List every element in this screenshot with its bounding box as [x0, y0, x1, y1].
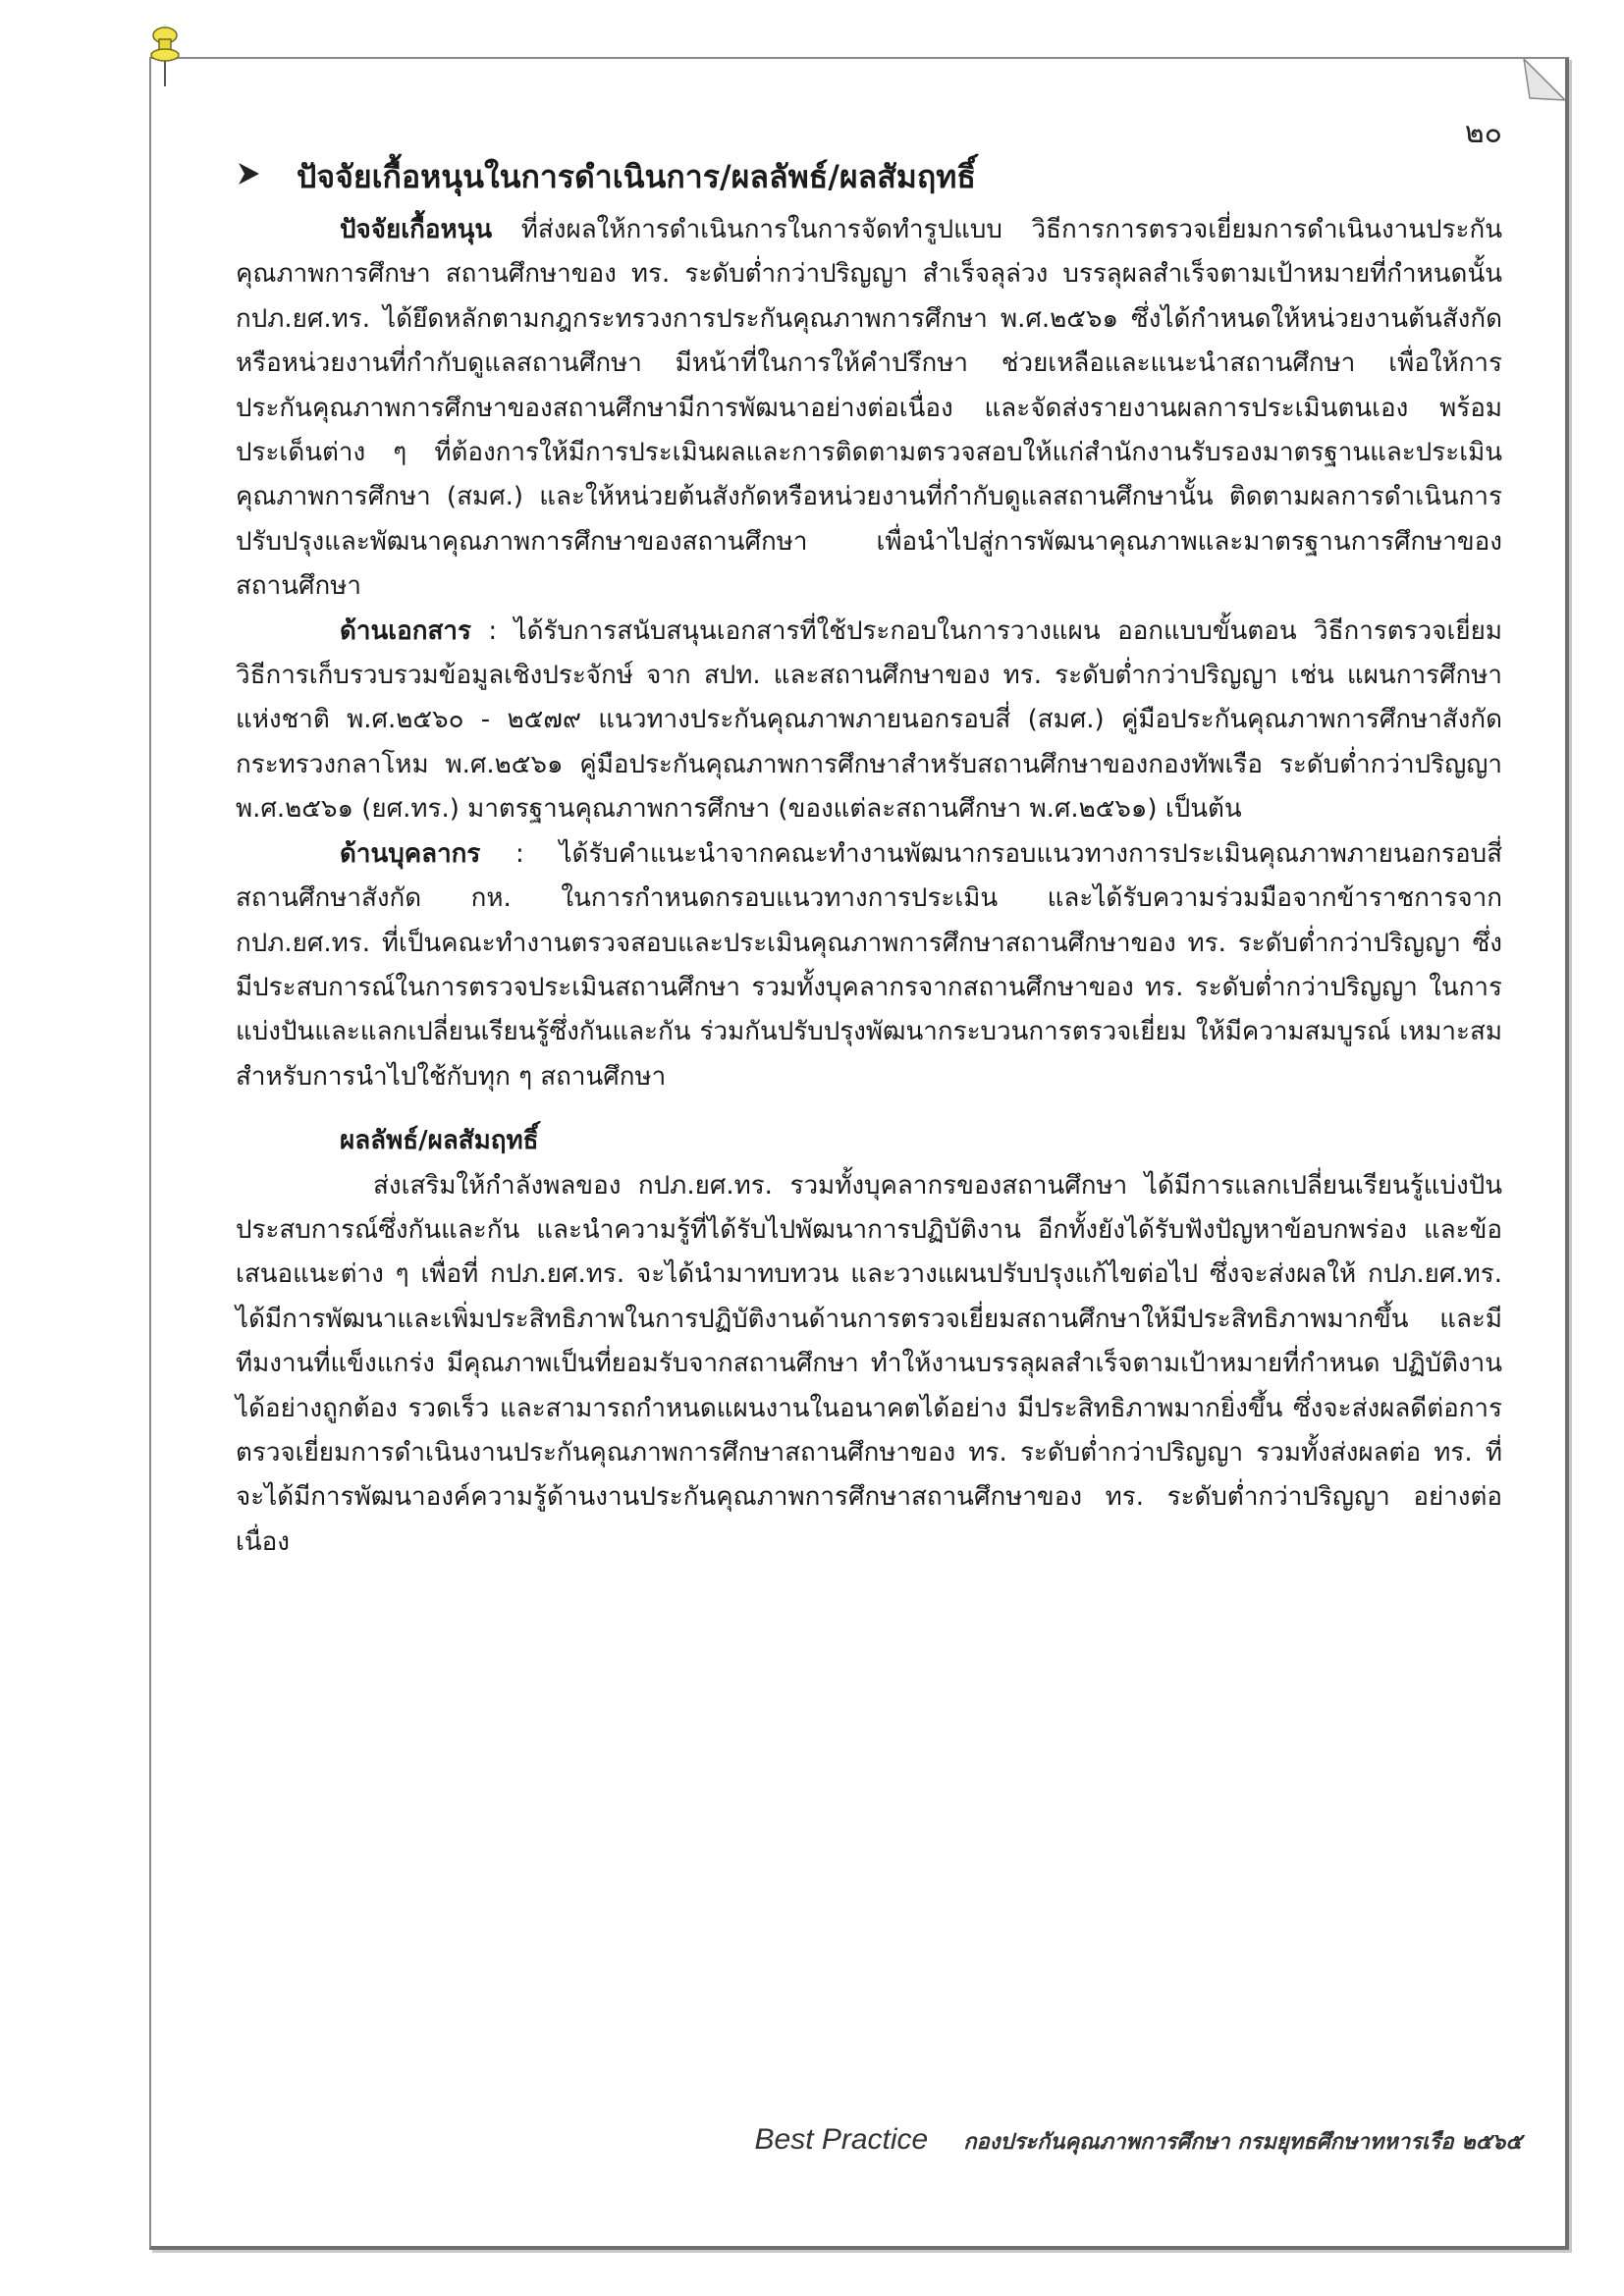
section-heading-text: ปัจจัยเกื้อหนุนในการดำเนินการ/ผลลัพธ์/ผลสัมฤทธิ์ [297, 157, 976, 195]
page-number: ๒๐ [1464, 116, 1502, 150]
pushpin-icon [145, 26, 185, 96]
section-heading [236, 147, 1502, 206]
footer-brand: Best Practice [754, 2123, 929, 2156]
footer-organization: กองประกันคุณภาพการศึกษา กรมยุทธศึกษาทหารเรือ ๒๕๖๕ [963, 2130, 1522, 2155]
paragraph-lead: ด้านเอกสาร [340, 615, 471, 646]
paragraph-text: : ได้รับการสนับสนุนเอกสารที่ใช้ประกอบในการวางแผน ออกแบบขั้นตอน วิธีการตรวจเยี่ยม วิธีการเก็บรวบรวมข้อมูลเชิงประจักษ์ จาก สปท. และสถานศึกษาของ ทร. ระดับต่ำกว่าปริญญา เช่น แผนการศึกษาแห่งชาติ พ.ศ.๒๕๖๐ - ๒๕๗๙ แนวทางประกันคุณภาพภายนอกรอบสี่ (สมศ.) คู่มือประกันคุณภาพการศึกษาสังกัดกระทรวงกลาโหม พ.ศ.๒๕๖๑ คู่มือประกันคุณภาพการศึกษาสำหรับสถานศึกษาของกองทัพเรือ ระดับต่ำกว่าปริญญา พ.ศ.๒๕๖๑ (ยศ.ทร.) มาตรฐานคุณภาพการศึกษา (ของแต่ละสถานศึกษา พ.ศ.๒๕๖๑) เป็นต้น [236, 615, 1502, 825]
page-footer [687, 2123, 1522, 2172]
document-body [236, 147, 1502, 1565]
paragraph-supporting-factors [236, 208, 1502, 610]
paragraph-personnel [236, 832, 1502, 1099]
paragraph-lead: ด้านบุคลากร [340, 838, 481, 869]
paragraph-lead: ปัจจัยเกื้อหนุน [340, 215, 493, 244]
arrow-bullet-icon [236, 161, 261, 193]
paragraph-documents [236, 610, 1502, 832]
results-heading: ผลลัพธ์/ผลสัมฤทธิ์ [340, 1126, 539, 1156]
paragraph-results: ส่งเสริมให้กำลังพลของ กปภ.ยศ.ทร. รวมทั้งบุคลากรของสถานศึกษา ได้มีการแลกเปลี่ยนเรียนรู้แบ่งปันประสบการณ์ซึ่งกันและกัน และนำความรู้ที่ได้รับไปพัฒนาการปฏิบัติงาน อีกทั้งยังได้รับฟังปัญหาข้อบกพร่อง และข้อเสนอแนะต่าง ๆ เพื่อที่ กปภ.ยศ.ทร. จะได้นำมาทบทวน และวางแผนปรับปรุงแก้ไขต่อไป ซึ่งจะส่งผลให้ กปภ.ยศ.ทร. ได้มีการพัฒนาและเพิ่มประสิทธิภาพในการปฏิบัติงานด้านการตรวจเยี่ยมสถานศึกษาให้มีประสิทธิภาพมากขึ้น และมีทีมงานที่แข็งแกร่ง มีคุณภาพเป็นที่ยอมรับจากสถานศึกษา ทำให้งานบรรลุผลสำเร็จตามเป้าหมายที่กำหนด ปฏิบัติงานได้อย่างถูกต้อง รวดเร็ว และสามารถกำหนดแผนงานในอนาคตได้อย่าง มีประสิทธิภาพมากยิ่งขึ้น ซึ่งจะส่งผลดีต่อการตรวจเยี่ยมการดำเนินงานประกันคุณภาพการศึกษาสถานศึกษาของ ทร. ระดับต่ำกว่าปริญญา รวมทั้งส่งผลต่อ ทร. ที่จะได้มีการพัฒนาองค์ความรู้ด้านงานประกันคุณภาพการศึกษาสถานศึกษาของ ทร. ระดับต่ำกว่าปริญญา อย่างต่อเนื่อง [236, 1170, 1502, 1557]
paragraph-text: ที่ส่งผลให้การดำเนินการในการจัดทำรูปแบบ วิธีการการตรวจเยี่ยมการดำเนินงานประกันคุณภาพการศึกษา สถานศึกษาของ ทร. ระดับต่ำกว่าปริญญา สำเร็จลุล่วง บรรลุผลสำเร็จตามเป้าหมายที่กำหนดนั้น กปภ.ยศ.ทร. ได้ยึดหลักตามกฎกระทรวงการประกันคุณภาพการศึกษา พ.ศ.๒๕๖๑ ซึ่งได้กำหนดให้หน่วยงานต้นสังกัดหรือหน่วยงานที่กำกับดูแลสถานศึกษา มีหน้าที่ในการให้คำปรึกษา ช่วยเหลือและแนะนำสถานศึกษา เพื่อให้การประกันคุณภาพการศึกษาของสถานศึกษามีการพัฒนาอย่างต่อเนื่อง และจัดส่งรายงานผลการประเมินตนเอง พร้อมประเด็นต่าง ๆ ที่ต้องการให้มีการประเมินผลและการติดตามตรวจสอบให้แก่สำนักงานรับรองมาตรฐานและประเมินคุณภาพการศึกษา (สมศ.) และให้หน่วยต้นสังกัดหรือหน่วยงานที่กำกับดูแลสถานศึกษานั้น ติดตามผลการดำเนินการปรับปรุงและพัฒนาคุณภาพการศึกษาของสถานศึกษา เพื่อนำไปสู่การพัฒนาคุณภาพและมาตรฐานการศึกษาของสถานศึกษา [236, 215, 1502, 602]
paragraph-text: : ได้รับคำแนะนำจากคณะทำงานพัฒนากรอบแนวทางการประเมินคุณภาพภายนอกรอบสี่ สถานศึกษาสังกัด กห. ในการกำหนดกรอบแนวทางการประเมิน และได้รับความร่วมมือจากข้าราชการจาก กปภ.ยศ.ทร. ที่เป็นคณะทำงานตรวจสอบและประเมินคุณภาพการศึกษาสถานศึกษาของ ทร. ระดับต่ำกว่าปริญญา ซึ่งมีประสบการณ์ในการตรวจประเมินสถานศึกษา รวมทั้งบุคลากรจากสถานศึกษาของ ทร. ระดับต่ำกว่าปริญญา ในการแบ่งปันและแลกเปลี่ยนเรียนรู้ซึ่งกันและกัน ร่วมกันปรับปรุงพัฒนากระบวนการตรวจเยี่ยม ให้มีความสมบูรณ์ เหมาะสมสำหรับการนำไปใช้กับทุก ๆ สถานศึกษา [236, 838, 1502, 1092]
